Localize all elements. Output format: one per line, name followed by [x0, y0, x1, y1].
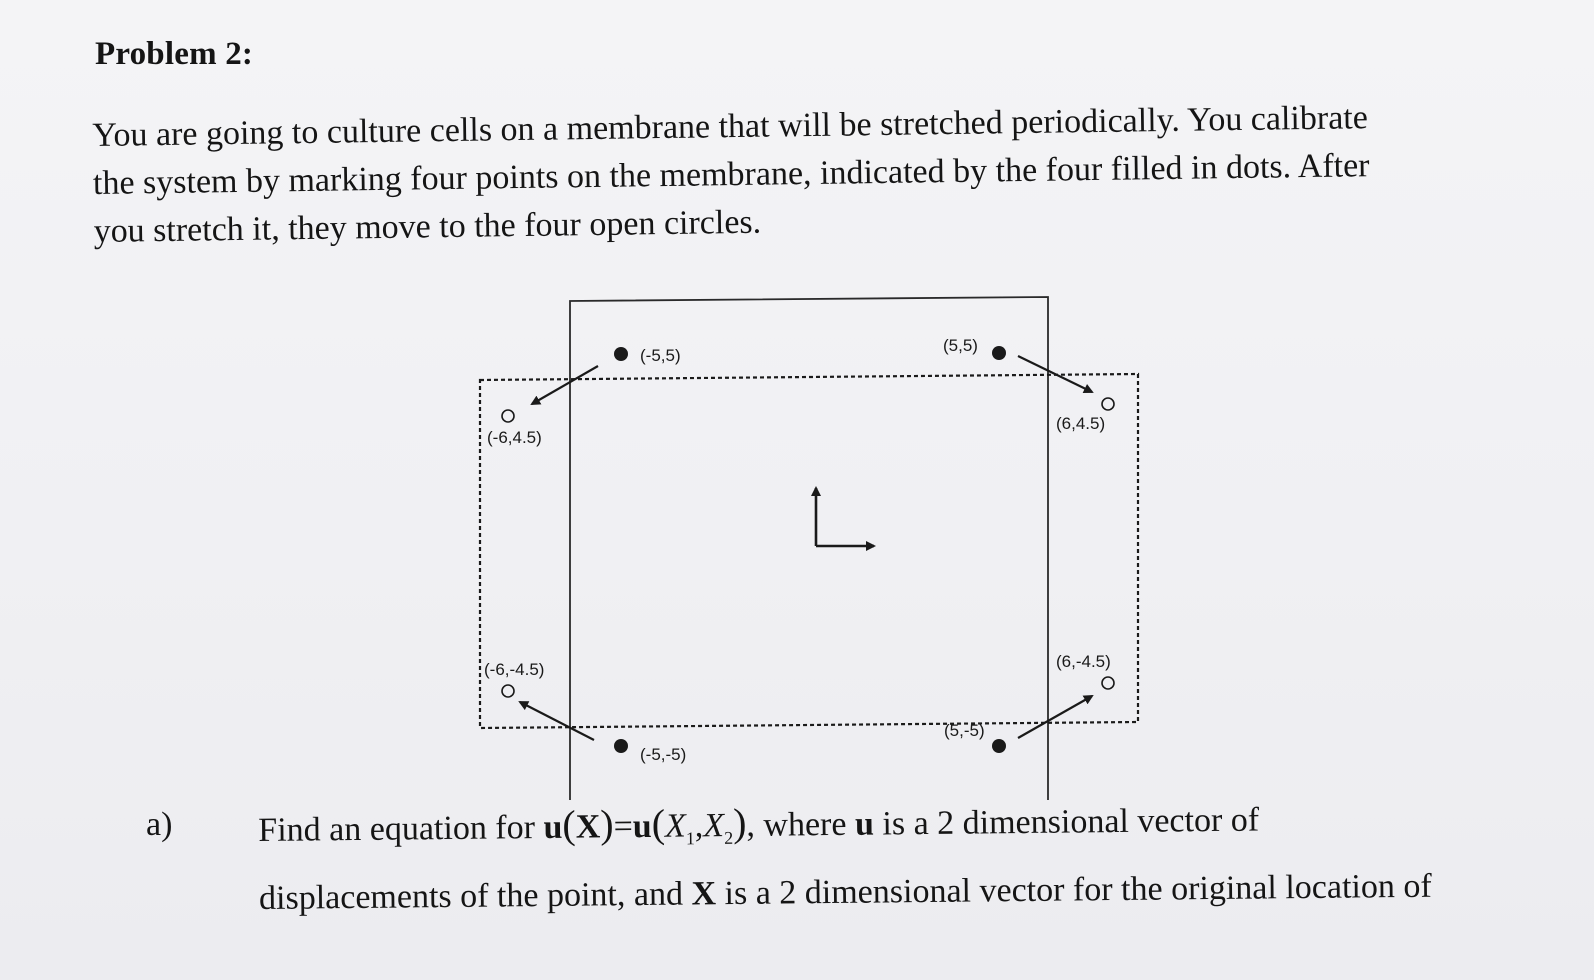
- stretched-membrane-outline: [480, 374, 1138, 728]
- part-a-letter: a): [146, 806, 173, 843]
- stretched-point-circle: [1102, 398, 1114, 410]
- stretched-point-circle: [502, 685, 514, 697]
- math-u: u: [543, 808, 563, 847]
- original-point-dot: [614, 347, 628, 361]
- part-a-prefix: Find an equation for: [258, 809, 544, 849]
- original-point-label: (5,5): [943, 336, 978, 355]
- math-X1: X: [664, 807, 687, 845]
- math-sub-1: 1: [685, 828, 696, 849]
- intro-line: you stretch it, they move to the four open circles.: [93, 203, 762, 250]
- stretched-point-label: (6,4.5): [1056, 414, 1106, 433]
- intro-line: the system by marking four points on the membrane, indicated by the four filled in dots. After: [92, 147, 1370, 202]
- displacement-arrow: [532, 366, 598, 404]
- original-point-dot: [992, 739, 1006, 753]
- original-point-label: (-5,5): [640, 346, 681, 365]
- part-a-line-1: Find an equation for $u(X)=u(X_1,X_2)$, where u is a 2 dimensional vector of: [258, 799, 1260, 849]
- stretched-point-circle: [502, 410, 514, 422]
- displacement-arrow: [1018, 696, 1092, 738]
- math-X: X: [575, 808, 601, 846]
- math-X2: X: [703, 807, 725, 845]
- part-a-where: , where: [746, 805, 856, 844]
- part-a-line-2-prefix: displacements of the point, and: [258, 875, 692, 917]
- math-u: u: [632, 807, 652, 846]
- math-u: u: [854, 805, 875, 843]
- original-point-dot: [614, 739, 628, 753]
- intro-line: You are going to culture cells on a membrane that will be stretched periodically. You calibrate: [92, 99, 1369, 154]
- part-a-line-2-rest: is a 2 dimensional vector for the original location of: [715, 867, 1432, 913]
- stretched-point-label: (6,-4.5): [1056, 652, 1111, 671]
- original-point-dot: [992, 346, 1006, 360]
- math-X: X: [691, 875, 717, 913]
- stretched-point-label: (-6,-4.5): [484, 660, 545, 679]
- math-sub-2: 2: [724, 827, 734, 848]
- original-point-label: (-5,-5): [640, 745, 687, 764]
- problem-title: Problem 2:: [95, 36, 254, 72]
- stretched-point-label: (-6,4.5): [487, 428, 542, 447]
- stretched-point-circle: [1102, 677, 1114, 689]
- part-a-line-1-rest: is a 2 dimensional vector of: [873, 801, 1260, 843]
- part-a-question: [258, 786, 1559, 926]
- original-point-label: (5,-5): [944, 721, 985, 740]
- displacement-arrow: [520, 702, 594, 740]
